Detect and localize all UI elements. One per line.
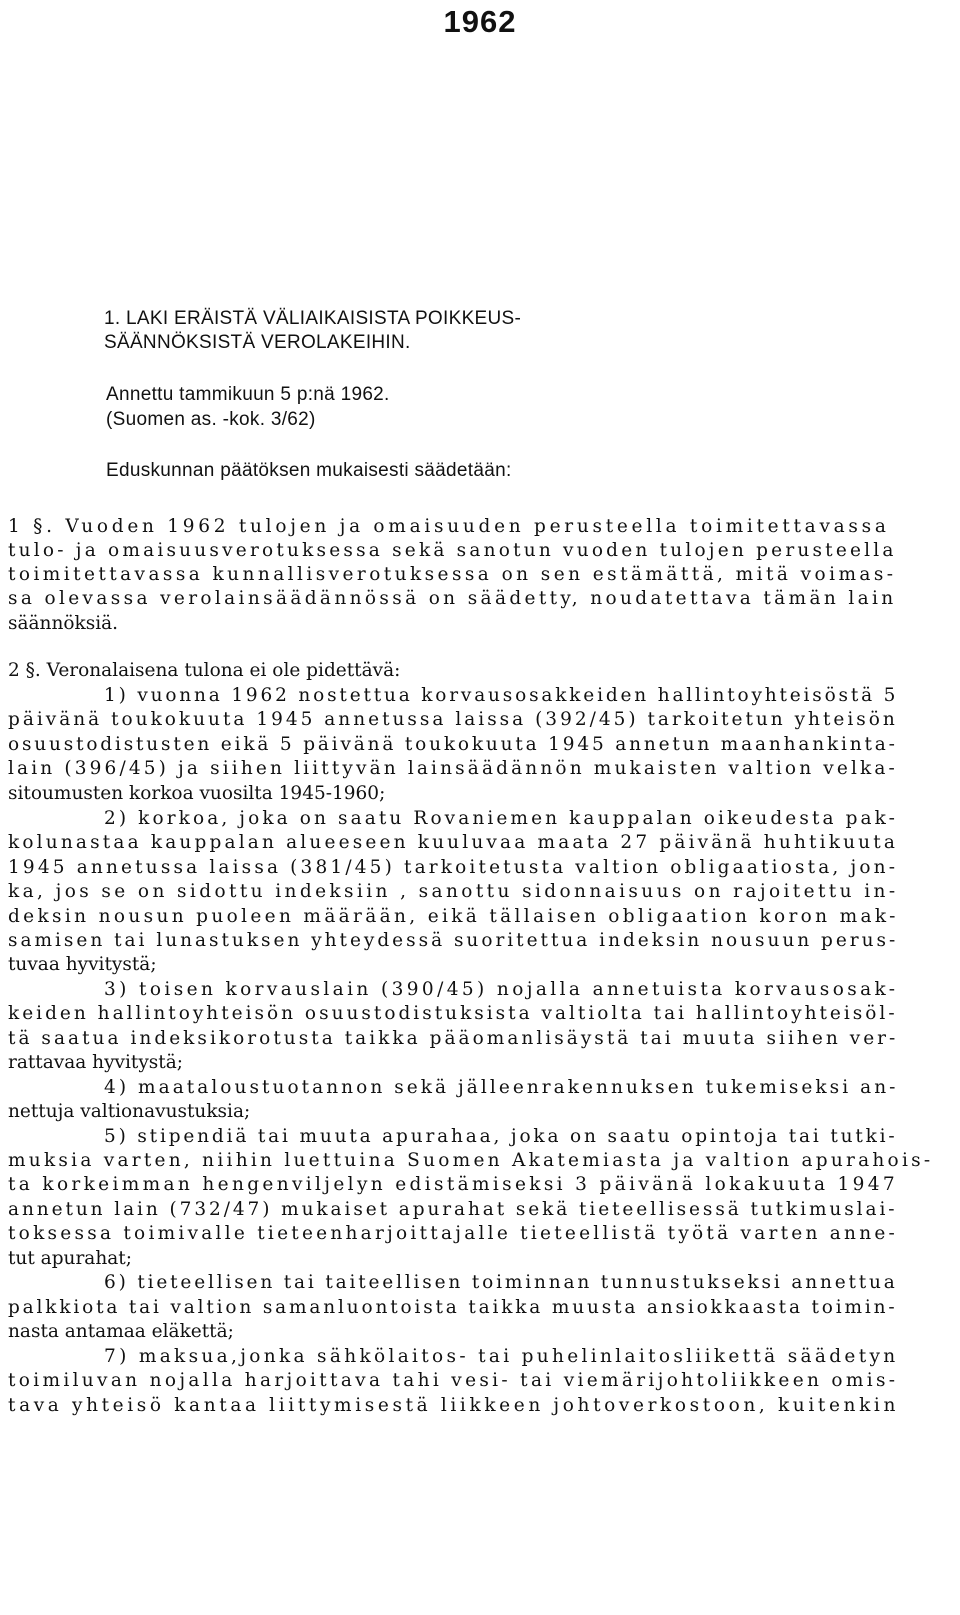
section-2-line: tava yhteisö kantaa liittymisestä liikkeen johtoverkostoon, kuitenkin (8, 1395, 900, 1416)
section-1-line: tulo- ja omaisuusverotuksessa sekä sanotun vuoden tulojen perusteella (8, 540, 897, 561)
section-2-line: palkkiota tai valtion samanluontoista taikka muusta ansiokkaasta toimin- (8, 1297, 898, 1318)
section-2-line: samisen tai lunastuksen yhteydessä suoritettua indeksin nousuun perus- (8, 930, 899, 951)
section-2-line: muksia varten, niihin luettuina Suomen Akatemiasta ja valtion apurahois- (8, 1150, 934, 1171)
section-2-line: 2) korkoa, joka on saatu Rovaniemen kauppalan oikeudesta pak- (104, 808, 898, 829)
title-line: 1. LAKI ERÄISTÄ VÄLIAIKAISISTA POIKKEUS- (104, 308, 522, 329)
enactment-clause: Eduskunnan päätöksen mukaisesti säädetään: (106, 460, 512, 481)
section-2-line: annetun lain (732/47) mukaiset apurahat sekä tieteellisessä tutkimuslai- (8, 1199, 898, 1220)
section-2-line: 7) maksua,jonka sähkölaitos- tai puhelinlaitosliikettä säädetyn (104, 1346, 899, 1367)
page-year-heading: 1962 (443, 4, 517, 39)
metadata-line: Annettu tammikuun 5 p:nä 1962. (106, 384, 390, 405)
section-2-line: keiden hallintoyhteisön osuustodistuksista valtiolta tai hallintoyhteisöl- (8, 1003, 898, 1024)
section-2-line: nasta antamaa eläkettä; (8, 1321, 234, 1342)
section-2-line: nettuja valtionavustuksia; (8, 1101, 251, 1122)
section-2-line: ta korkeimman hengenviljelyn edistämiseksi 3 päivänä lokakuuta 1947 (8, 1174, 899, 1195)
section-2-line: osuustodistusten eikä 5 päivänä toukokuuta 1945 annetun maanhankinta- (8, 734, 898, 755)
section-2-line: tä saatua indeksikorotusta taikka pääomanlisäystä tai muuta siihen ver- (8, 1028, 899, 1049)
section-2-line: päivänä toukokuuta 1945 annetussa laissa (392/45) tarkoitetun yhteisön (8, 709, 898, 730)
section-2-line: kolunastaa kauppalan alueeseen kuuluvaa maata 27 päivänä huhtikuuta (8, 832, 899, 853)
section-1-line: toimitettavassa kunnallisverotuksessa on sen estämättä, mitä voimas- (8, 564, 897, 585)
section-2-line: 3) toisen korvauslain (390/45) nojalla annetuista korvausosak- (104, 979, 899, 1000)
section-2-line: tut apurahat; (8, 1248, 132, 1269)
section-2-line: deksin nousun puoleen määrään, eikä tällaisen obligaation koron mak- (8, 906, 899, 927)
section-2-line: sitoumusten korkoa vuosilta 1945-1960; (8, 783, 386, 804)
section-2-line: toksessa toimivalle tieteenharjoittajalle tieteellistä työtä varten anne- (8, 1223, 899, 1244)
section-2-line: rattavaa hyvitystä; (8, 1052, 183, 1073)
section-1-line: 1 §. Vuoden 1962 tulojen ja omaisuuden perusteella toimitettavassa (8, 516, 890, 537)
section-2-line: 1945 annetussa laissa (381/45) tarkoitetusta valtion obligaatiosta, jon- (8, 857, 899, 878)
section-2-line: 5) stipendiä tai muuta apurahaa, joka on saatu opintoja tai tutki- (104, 1126, 898, 1147)
section-2-line: 1) vuonna 1962 nostettua korvausosakkeiden hallintoyhteisöstä 5 (104, 685, 899, 706)
section-2-line: tuvaa hyvitystä; (8, 954, 157, 975)
section-2-line: 2 §. Veronalaisena tulona ei ole pidettävä: (8, 660, 401, 681)
title-line: SÄÄNNÖKSISTÄ VEROLAKEIHIN. (104, 332, 411, 353)
section-1-line: säännöksiä. (8, 613, 119, 634)
section-2-line: ka, jos se on sidottu indeksiin , sanottu sidonnaisuus on rajoitettu in- (8, 881, 899, 902)
section-2-line: 6) tieteellisen tai taiteellisen toiminnan tunnustukseksi annettua (104, 1272, 898, 1293)
metadata-line: (Suomen as. -kok. 3/62) (106, 409, 316, 430)
section-2-line: lain (396/45) ja siihen liittyvän lainsäädännön mukaisten valtion velka- (8, 758, 898, 779)
section-2-line: 4) maataloustuotannon sekä jälleenrakennuksen tukemiseksi an- (104, 1077, 899, 1098)
section-1-line: sa olevassa verolainsäädännössä on säädetty, noudatettava tämän lain (8, 588, 897, 609)
section-2-line: toimiluvan nojalla harjoittava tahi vesi- tai viemärijohtoliikkeen omis- (8, 1370, 899, 1391)
